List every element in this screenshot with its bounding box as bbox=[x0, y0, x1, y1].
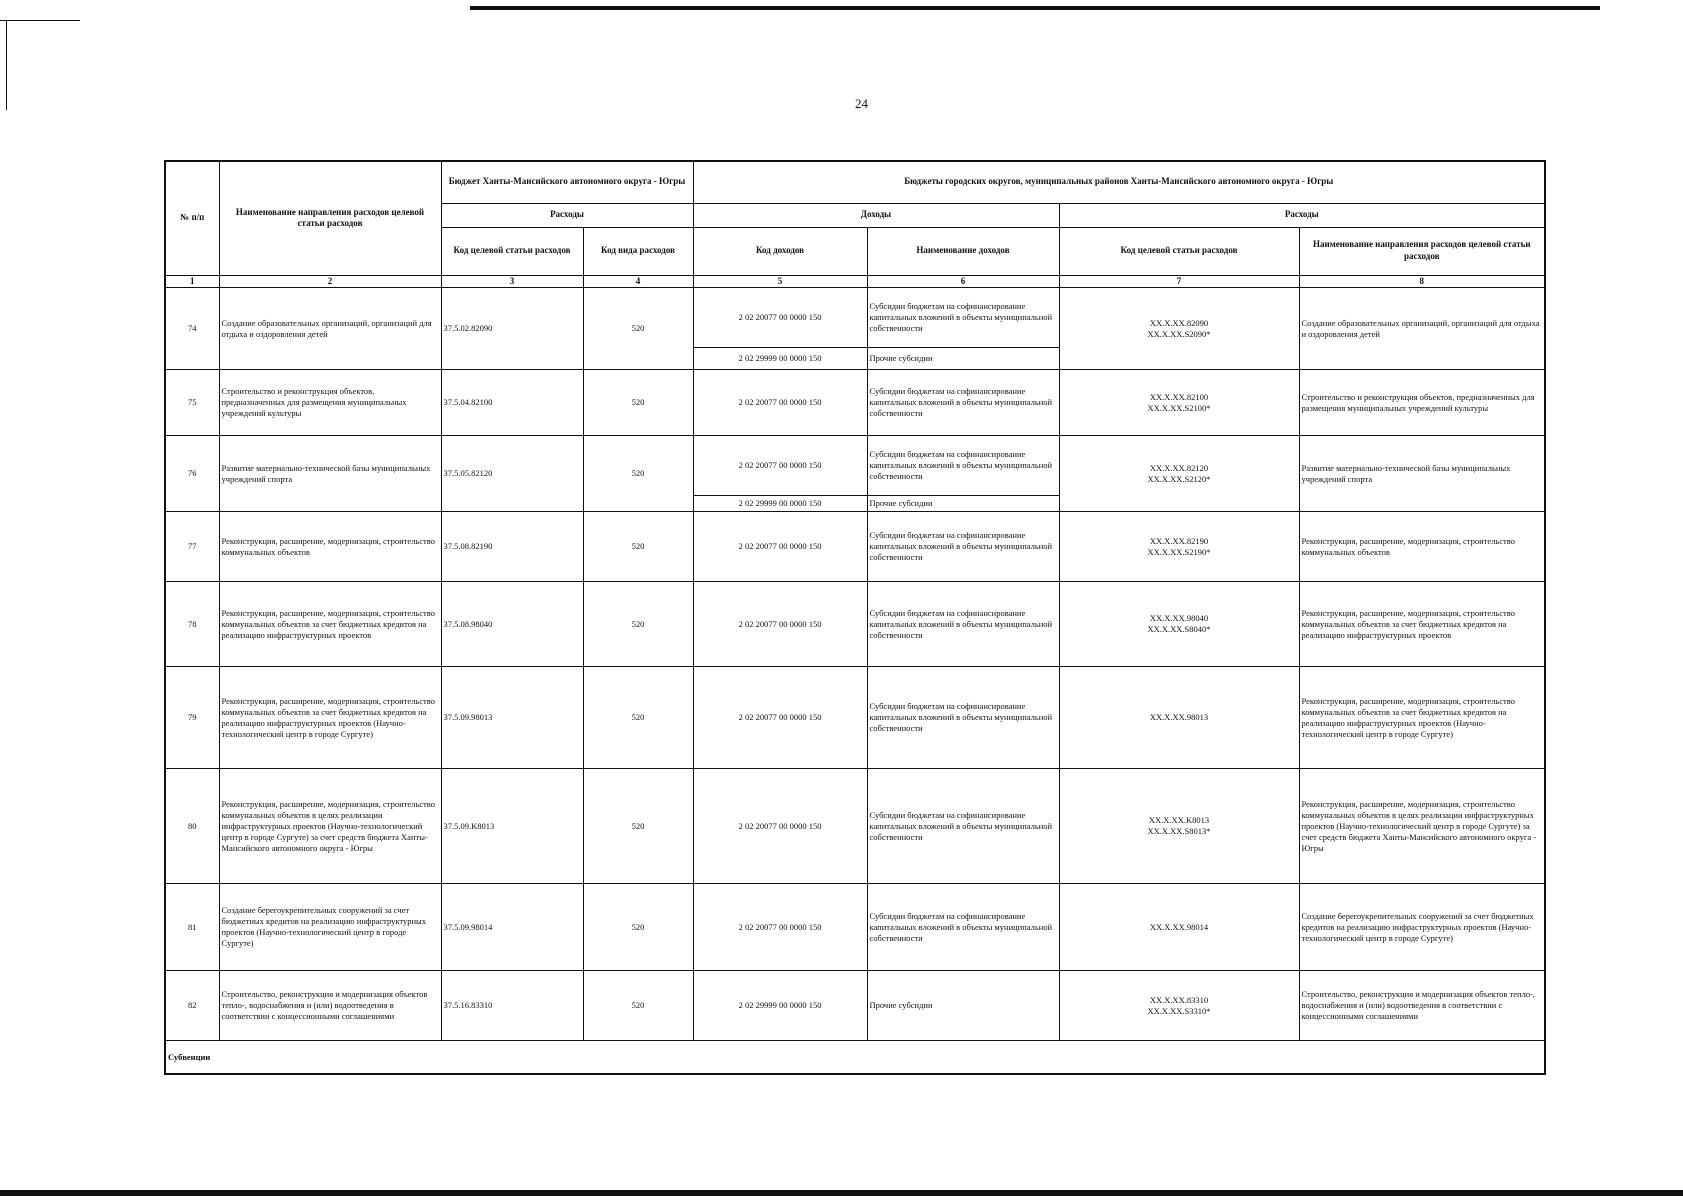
row-name-right: Строительство и реконструкция объектов, предназначенных для размещения муниципальных учреждений культуры bbox=[1299, 370, 1545, 436]
row-target-code-right: XX.X.XX.98014 bbox=[1059, 884, 1299, 971]
header-target-code: Код целевой статьи расходов bbox=[441, 227, 583, 275]
row-type-code: 520 bbox=[583, 971, 693, 1041]
row-target-code: 37.5.09.98014 bbox=[441, 884, 583, 971]
table-row bbox=[165, 884, 1545, 971]
row-target-code: 37.5.09.K8013 bbox=[441, 769, 583, 884]
row-income-name: Субсидии бюджетам на софинансирование капитальных вложений в объекты муниципальной собственности bbox=[867, 288, 1059, 348]
row-income-code: 2 02 20077 00 0000 150 bbox=[693, 582, 867, 667]
row-number: 81 bbox=[165, 884, 219, 971]
header-name-right: Наименование направления расходов целевой статьи расходов bbox=[1299, 227, 1545, 275]
column-number-row bbox=[165, 275, 1545, 288]
row-income-name-2: Прочие субсидии bbox=[867, 496, 1059, 512]
header-type-code: Код вида расходов bbox=[583, 227, 693, 275]
row-income-name-2: Прочие субсидии bbox=[867, 348, 1059, 370]
header-income: Доходы bbox=[693, 203, 1059, 227]
row-name: Реконструкция, расширение, модернизация, строительство коммунальных объектов в целях реализации инфраструктурных проектов (Научно-технологический центр в городе Сургуте) за счет средств бюджета Ханты-Мансийского автономного округа - Югры bbox=[219, 769, 441, 884]
row-income-name: Субсидии бюджетам на софинансирование капитальных вложений в объекты муниципальной собственности bbox=[867, 884, 1059, 971]
row-number: 79 bbox=[165, 667, 219, 769]
row-target-code-right: XX.X.XX.98040 XX.X.XX.S8040* bbox=[1059, 582, 1299, 667]
scan-left-bracket-top bbox=[0, 20, 80, 21]
row-name: Создание образовательных организаций, организаций для отдыха и оздоровления детей bbox=[219, 288, 441, 370]
table-row bbox=[165, 288, 1545, 348]
column-number: 5 bbox=[693, 275, 867, 288]
row-income-code: 2 02 20077 00 0000 150 bbox=[693, 436, 867, 496]
row-number: 78 bbox=[165, 582, 219, 667]
row-name-right: Создание берегоукрепительных сооружений за счет бюджетных кредитов на реализацию инфраструктурных проектов (Научно-технологический центр в городе Сургуте) bbox=[1299, 884, 1545, 971]
header-income-name: Наименование доходов bbox=[867, 227, 1059, 275]
scan-top-rule bbox=[470, 6, 1600, 10]
row-name: Реконструкция, расширение, модернизация, строительство коммунальных объектов за счет бюджетных кредитов на реализацию инфраструктурных проектов bbox=[219, 582, 441, 667]
row-income-name: Субсидии бюджетам на софинансирование капитальных вложений в объекты муниципальной собственности bbox=[867, 769, 1059, 884]
row-type-code: 520 bbox=[583, 436, 693, 512]
row-type-code: 520 bbox=[583, 288, 693, 370]
header-income-code: Код доходов bbox=[693, 227, 867, 275]
row-name-right: Строительство, реконструкция и модернизация объектов тепло-, водоснабжения и (или) водоотведения в соответствии с концессионными соглашениями bbox=[1299, 971, 1545, 1041]
row-type-code: 520 bbox=[583, 769, 693, 884]
table-row bbox=[165, 436, 1545, 496]
row-target-code: 37.5.05.82120 bbox=[441, 436, 583, 512]
row-name: Строительство, реконструкция и модернизация объектов тепло-, водоснабжения и (или) водоотведения в соответствии с концессионными соглашениями bbox=[219, 971, 441, 1041]
header-expenses-right: Расходы bbox=[1059, 203, 1545, 227]
row-target-code: 37.5.16.83310 bbox=[441, 971, 583, 1041]
row-target-code-right: XX.X.XX.98013 bbox=[1059, 667, 1299, 769]
row-income-name: Субсидии бюджетам на софинансирование капитальных вложений в объекты муниципальной собственности bbox=[867, 436, 1059, 496]
column-number: 8 bbox=[1299, 275, 1545, 288]
header-expenses-left: Расходы bbox=[441, 203, 693, 227]
scan-left-bracket-side bbox=[6, 20, 7, 110]
row-income-code: 2 02 29999 00 0000 150 bbox=[693, 971, 867, 1041]
budget-table bbox=[164, 160, 1546, 1075]
header-okrug-budget: Бюджет Ханты-Мансийского автономного округа - Югры bbox=[441, 161, 693, 203]
column-number: 2 bbox=[219, 275, 441, 288]
row-target-code: 37.5.04.82100 bbox=[441, 370, 583, 436]
table-row bbox=[165, 769, 1545, 884]
table-row bbox=[165, 370, 1545, 436]
row-name-right: Реконструкция, расширение, модернизация, строительство коммунальных объектов в целях реализации инфраструктурных проектов (Научно-технологический центр в городе Сургуте) за счет средств бюджета Ханты-Мансийского автономного округа - Югры bbox=[1299, 769, 1545, 884]
row-income-code-2: 2 02 29999 00 0000 150 bbox=[693, 496, 867, 512]
row-target-code-right: XX.X.XX.82190 XX.X.XX.S2190* bbox=[1059, 512, 1299, 582]
row-number: 82 bbox=[165, 971, 219, 1041]
row-name: Реконструкция, расширение, модернизация, строительство коммунальных объектов bbox=[219, 512, 441, 582]
row-name: Развитие материально-технической базы муниципальных учреждений спорта bbox=[219, 436, 441, 512]
row-target-code: 37.5.09.98013 bbox=[441, 667, 583, 769]
row-type-code: 520 bbox=[583, 884, 693, 971]
row-type-code: 520 bbox=[583, 582, 693, 667]
row-income-code: 2 02 20077 00 0000 150 bbox=[693, 288, 867, 348]
row-target-code-right: XX.X.XX.82120 XX.X.XX.S2120* bbox=[1059, 436, 1299, 512]
column-number: 1 bbox=[165, 275, 219, 288]
header-no: № п/п bbox=[165, 161, 219, 275]
row-income-code: 2 02 20077 00 0000 150 bbox=[693, 512, 867, 582]
row-income-code: 2 02 20077 00 0000 150 bbox=[693, 884, 867, 971]
row-income-name: Прочие субсидии bbox=[867, 971, 1059, 1041]
row-name: Создание берегоукрепительных сооружений за счет бюджетных кредитов на реализацию инфраструктурных проектов (Научно-технологический центр в городе Сургуте) bbox=[219, 884, 441, 971]
table-row bbox=[165, 582, 1545, 667]
column-number: 6 bbox=[867, 275, 1059, 288]
section-title: Субвенции bbox=[165, 1041, 1545, 1075]
row-name-right: Развитие материально-технической базы муниципальных учреждений спорта bbox=[1299, 436, 1545, 512]
row-name-right: Реконструкция, расширение, модернизация, строительство коммунальных объектов за счет бюджетных кредитов на реализацию инфраструктурных проектов (Научно-технологический центр в городе Сургуте) bbox=[1299, 667, 1545, 769]
row-name-right: Реконструкция, расширение, модернизация, строительство коммунальных объектов за счет бюджетных кредитов на реализацию инфраструктурных проектов bbox=[1299, 582, 1545, 667]
row-target-code-right: XX.X.XX.82100 XX.X.XX.S2100* bbox=[1059, 370, 1299, 436]
table-row bbox=[165, 667, 1545, 769]
row-type-code: 520 bbox=[583, 512, 693, 582]
row-number: 75 bbox=[165, 370, 219, 436]
row-income-code: 2 02 20077 00 0000 150 bbox=[693, 370, 867, 436]
row-income-name: Субсидии бюджетам на софинансирование капитальных вложений в объекты муниципальной собственности bbox=[867, 582, 1059, 667]
row-type-code: 520 bbox=[583, 370, 693, 436]
header-municipal-budgets: Бюджеты городских округов, муниципальных районов Ханты-Мансийского автономного округа - Югры bbox=[693, 161, 1545, 203]
row-income-name: Субсидии бюджетам на софинансирование капитальных вложений в объекты муниципальной собственности bbox=[867, 512, 1059, 582]
column-number: 4 bbox=[583, 275, 693, 288]
page-number: 24 bbox=[855, 96, 868, 111]
row-number: 76 bbox=[165, 436, 219, 512]
row-number: 77 bbox=[165, 512, 219, 582]
row-name: Строительство и реконструкция объектов, предназначенных для размещения муниципальных учреждений культуры bbox=[219, 370, 441, 436]
column-number: 7 bbox=[1059, 275, 1299, 288]
row-target-code: 37.5.08.82190 bbox=[441, 512, 583, 582]
row-number: 74 bbox=[165, 288, 219, 370]
table-row bbox=[165, 971, 1545, 1041]
scan-bottom-rule bbox=[0, 1190, 1683, 1196]
row-name-right: Реконструкция, расширение, модернизация, строительство коммунальных объектов bbox=[1299, 512, 1545, 582]
table-row bbox=[165, 512, 1545, 582]
row-number: 80 bbox=[165, 769, 219, 884]
header-target-code-right: Код целевой статьи расходов bbox=[1059, 227, 1299, 275]
row-target-code: 37.5.02.82090 bbox=[441, 288, 583, 370]
row-name-right: Создание образовательных организаций, организаций для отдыха и оздоровления детей bbox=[1299, 288, 1545, 370]
row-name: Реконструкция, расширение, модернизация, строительство коммунальных объектов за счет бюджетных кредитов на реализацию инфраструктурных проектов (Научно-технологический центр в городе Сургуте) bbox=[219, 667, 441, 769]
header-name: Наименование направления расходов целевой статьи расходов bbox=[219, 161, 441, 275]
row-type-code: 520 bbox=[583, 667, 693, 769]
row-target-code-right: XX.X.XX.82090 XX.X.XX.S2090* bbox=[1059, 288, 1299, 370]
row-income-name: Субсидии бюджетам на софинансирование капитальных вложений в объекты муниципальной собственности bbox=[867, 370, 1059, 436]
row-income-code: 2 02 20077 00 0000 150 bbox=[693, 667, 867, 769]
row-target-code: 37.5.08.98040 bbox=[441, 582, 583, 667]
row-target-code-right: XX.X.XX.K8013 XX.X.XX.S8013* bbox=[1059, 769, 1299, 884]
row-income-name: Субсидии бюджетам на софинансирование капитальных вложений в объекты муниципальной собственности bbox=[867, 667, 1059, 769]
column-number: 3 bbox=[441, 275, 583, 288]
row-target-code-right: XX.X.XX.83310 XX.X.XX.S3310* bbox=[1059, 971, 1299, 1041]
row-income-code-2: 2 02 29999 00 0000 150 bbox=[693, 348, 867, 370]
row-income-code: 2 02 20077 00 0000 150 bbox=[693, 769, 867, 884]
section-row bbox=[165, 1041, 1545, 1075]
